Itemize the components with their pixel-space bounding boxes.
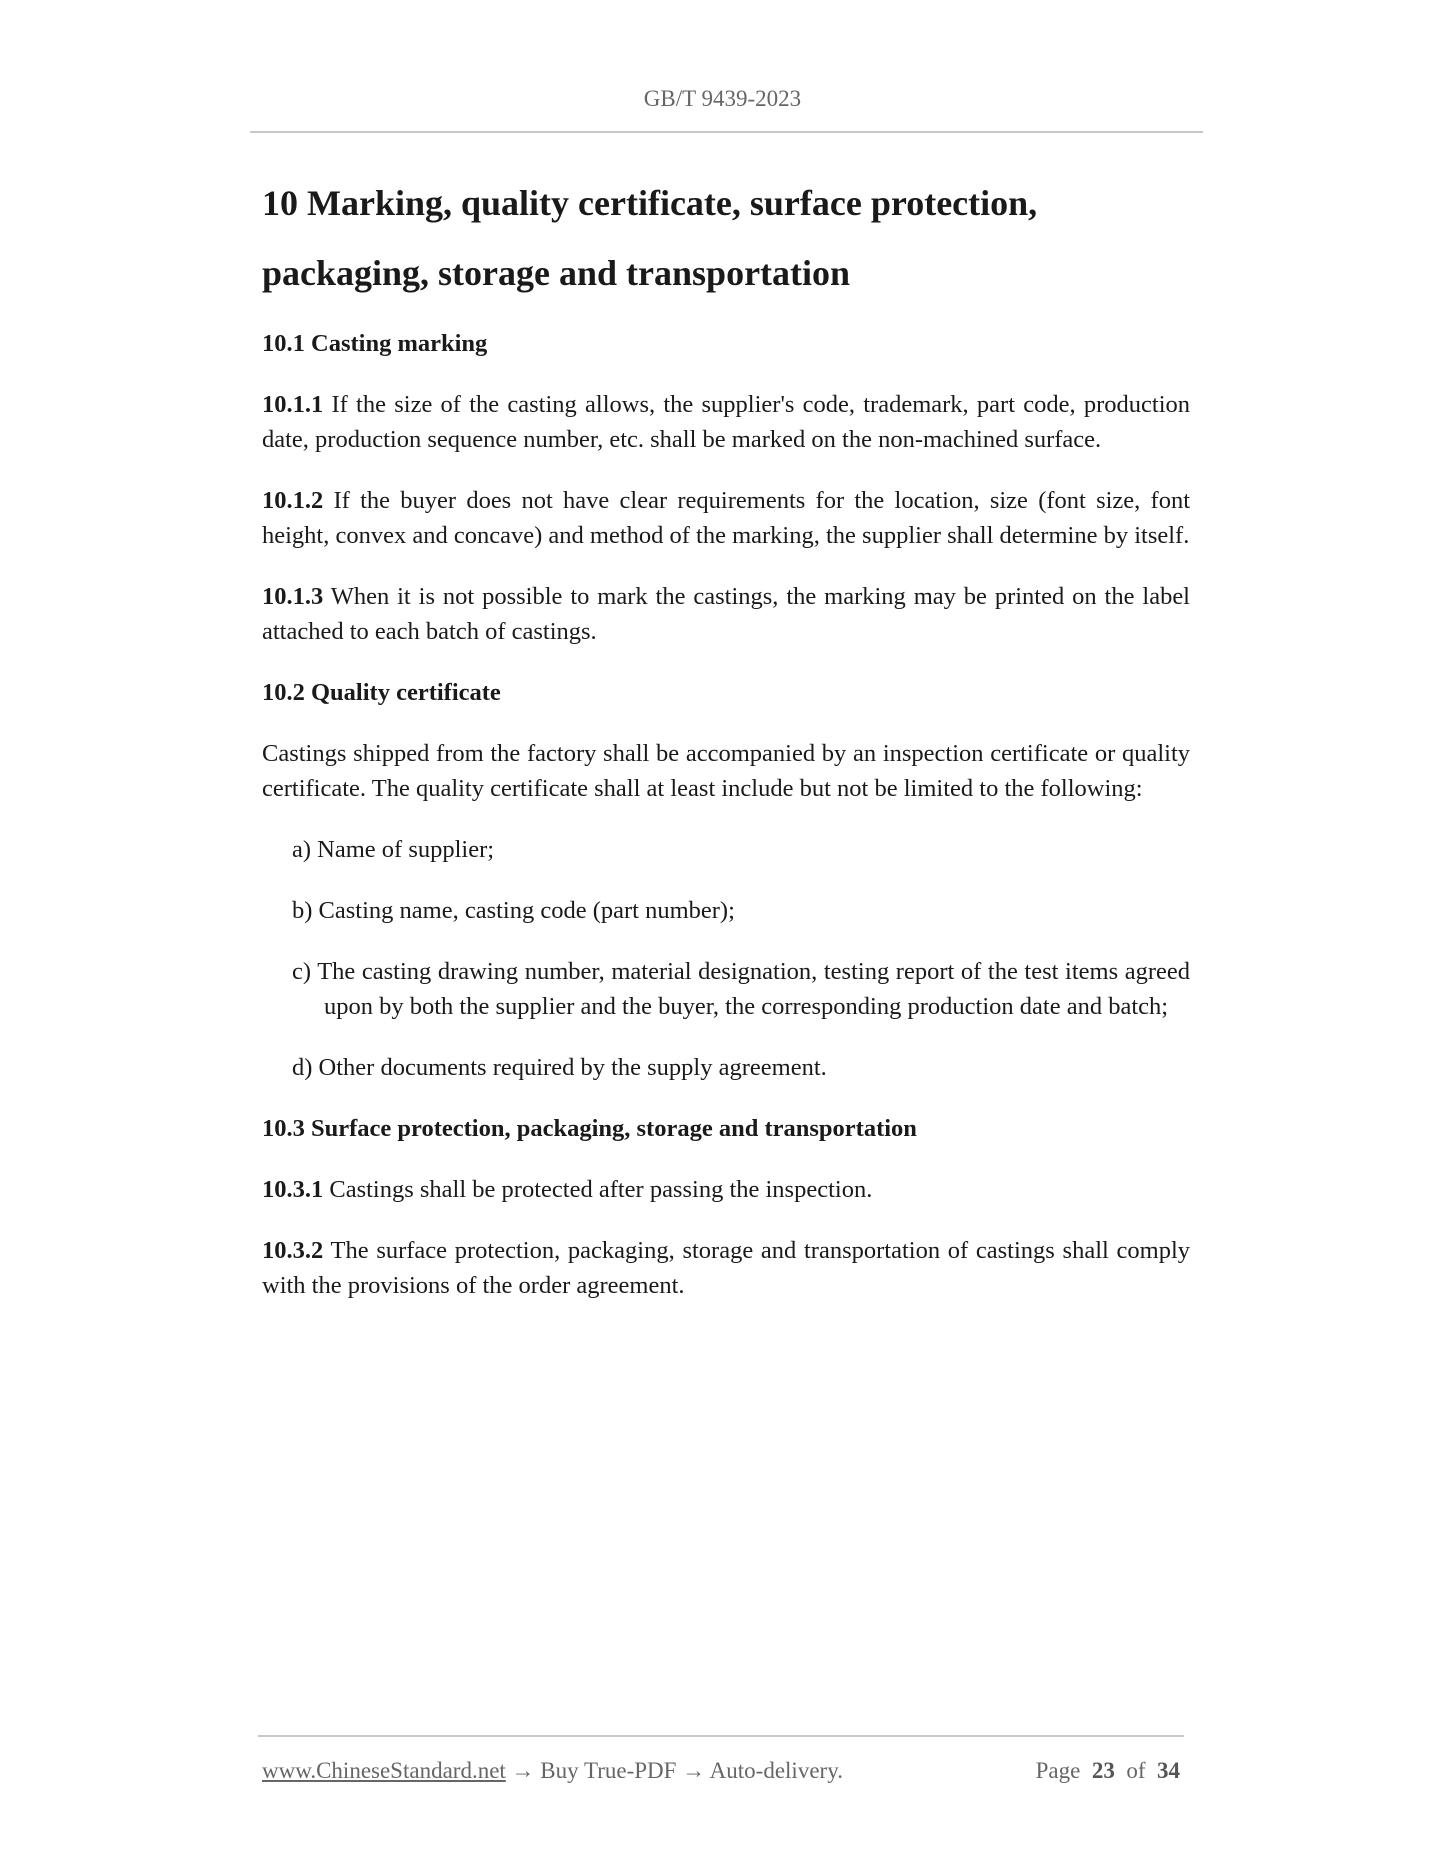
- document-code-header: GB/T 9439-2023: [643, 86, 802, 111]
- header-divider: [250, 131, 1203, 133]
- clause-text: When it is not possible to mark the castings, the marking may be printed on the label attached to each batch of castings.: [262, 583, 1190, 645]
- arrow-right-icon: →: [511, 1758, 535, 1783]
- list-item: c) The casting drawing number, material designation, testing report of the test items agreed upon by both the supplier and the buyer, the corresponding production date and batch;: [292, 958, 1190, 1020]
- clause-number: 10.1.2: [262, 487, 324, 514]
- quality-certificate-intro: Castings shipped from the factory shall be accompanied by an inspection certificate or quality certificate. The quality certificate shall at least include but not be limited to the following:: [262, 740, 1190, 802]
- footer-promo: [262, 1756, 843, 1786]
- clause-number: 10.3.2: [262, 1237, 324, 1264]
- clause-10-1-2: [262, 483, 1190, 553]
- clause-text: Castings shall be protected after passing the inspection.: [329, 1176, 873, 1203]
- total-pages: 34: [1157, 1758, 1180, 1783]
- auto-delivery-text: Auto-delivery.: [709, 1758, 843, 1783]
- clause-text: The surface protection, packaging, storage and transportation of castings shall comply with the provisions of the order agreement.: [262, 1237, 1191, 1299]
- clause-10-3-2: [262, 1233, 1190, 1303]
- website-link[interactable]: www.ChineseStandard.net: [262, 1758, 506, 1783]
- subsection-heading-10-2: 10.2 Quality certificate: [262, 679, 501, 706]
- page-number: [1036, 1756, 1180, 1786]
- buy-true-pdf-text: Buy True-PDF: [540, 1758, 677, 1783]
- page-label: Page: [1035, 1758, 1081, 1783]
- list-item: b) Casting name, casting code (part number);: [292, 897, 735, 924]
- section-title: [262, 168, 1190, 308]
- of-label: of: [1126, 1758, 1146, 1783]
- list-item: d) Other documents required by the supply agreement.: [292, 1054, 827, 1081]
- clause-number: 10.1.3: [262, 583, 324, 610]
- clause-number: 10.3.1: [262, 1176, 324, 1203]
- clause-10-1-3: [262, 579, 1190, 649]
- clause-text: If the size of the casting allows, the supplier's code, trademark, part code, production date, production sequence number, etc. shall be marked on the non-machined surface.: [262, 391, 1191, 453]
- page-content: [262, 168, 1190, 1329]
- section-title-line1: 10 Marking, quality certificate, surface protection,: [262, 183, 1038, 223]
- arrow-right-icon: →: [682, 1758, 706, 1783]
- list-item: a) Name of supplier;: [292, 836, 495, 863]
- current-page: 23: [1091, 1758, 1115, 1783]
- clause-number: 10.1.1: [262, 391, 324, 418]
- subsection-heading-10-1: 10.1 Casting marking: [262, 330, 488, 357]
- clause-10-1-1: [262, 387, 1190, 457]
- section-title-line2: packaging, storage and transportation: [262, 253, 851, 293]
- footer-divider: [258, 1735, 1184, 1737]
- clause-text: If the buyer does not have clear requirements for the location, size (font size, font height, convex and concave) and method of the marking, the supplier shall determine by itself.: [262, 487, 1191, 549]
- subsection-heading-10-3: 10.3 Surface protection, packaging, storage and transportation: [262, 1115, 917, 1142]
- clause-10-3-1: [262, 1172, 1190, 1207]
